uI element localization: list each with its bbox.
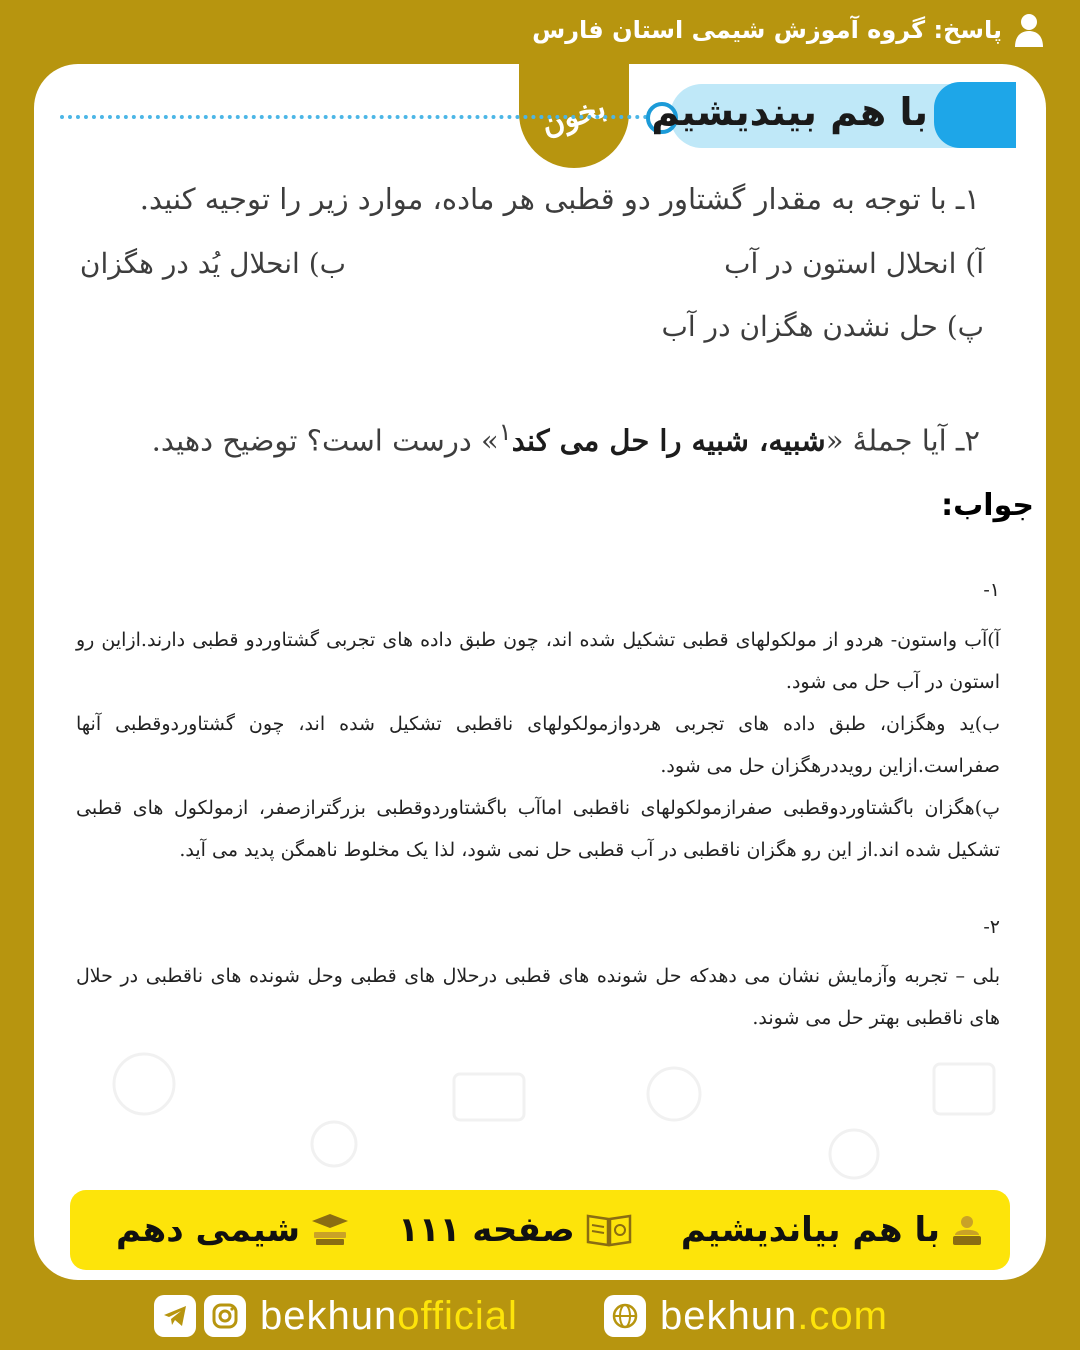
answer-number-1: ۱- (983, 579, 1000, 601)
answer-2: بلی – تجربه وآزمایش نشان می دهدکه حل شونده های قطبی درحلال های قطبی وحل شونده های ناقطبی در حلال های ناقطبی بهتر حل می شوند. (76, 965, 1001, 1029)
website-link[interactable] (604, 1290, 888, 1342)
question-2 (152, 418, 980, 458)
section-title: با هم بیندیشیم (651, 90, 928, 134)
footer-section-label: با هم بیاندیشیم (680, 1210, 940, 1250)
logo-text: بخون (537, 89, 611, 143)
title-dotted-line (60, 115, 672, 119)
telegram-icon[interactable] (154, 1295, 196, 1337)
handle-accent: official (397, 1293, 518, 1338)
instagram-icon[interactable] (204, 1295, 246, 1337)
answer-number-2: ۲- (983, 916, 1000, 938)
answer-1-part-a: آ)آب واستون- هردو از مولکولهای قطبی تشکیل شده اند، چون طبق داده های تجربی گشتاوردو قطبی دارند.ازاین رو استون در آب حل می شود. (76, 629, 1000, 693)
credit-text: پاسخ: گروه آموزش شیمی استان فارس (532, 16, 1002, 44)
question-2-suffix: » درست است؟ توضیح دهید. (151, 423, 499, 458)
user-icon (1014, 13, 1044, 47)
answer-heading: جواب: (941, 488, 1034, 523)
globe-icon[interactable] (604, 1295, 646, 1337)
content-card (34, 64, 1046, 1280)
question-2-prefix: ۲ـ آیا جملهٔ « (825, 423, 980, 458)
footer-section (681, 1210, 984, 1250)
header-credit-bar (532, 8, 1044, 52)
footer-page (398, 1210, 633, 1250)
question-1-part-a: آ) انحلال استون در آب (724, 247, 984, 280)
footer-info-bar (70, 1190, 1010, 1270)
question-1-part-b: ب) انحلال یُد در هگزان (79, 247, 346, 280)
social-handle[interactable] (154, 1290, 518, 1342)
website-text[interactable] (660, 1294, 888, 1339)
section-title-tab (934, 82, 1016, 148)
open-book-icon (585, 1212, 633, 1248)
site-accent: .com (797, 1293, 888, 1338)
answer-1-part-b: ب)ید وهگزان، طبق داده های تجربی هردوازمولکولهای ناقطبی تشکیل شده اند، چون گشتاوردوقطبی آنها صفراست.ازاین رویددرهگزان حل می شود. (76, 713, 1000, 777)
question-2-quote: شبیه، شبیه را حل می کند (511, 423, 826, 458)
footer-book-label: شیمی دهم (116, 1210, 301, 1250)
question-1: ۱ـ با توجه به مقدار گشتاور دو قطبی هر ماده، موارد زیر را توجیه کنید. (139, 182, 980, 216)
answer-1-part-p: پ)هگزان باگشتاوردوقطبی صفرازمولکولهای ناقطبی اماآب باگشتاوردوقطبی بزرگترازصفر، ازمولکول های قطبی تشکیل شده اند.از این رو هگزان ناقطبی در آب قطبی حل نمی شود، لذا یک مخلوط ناهمگن پدید می آید. (76, 797, 1000, 861)
footer-page-label: صفحه ۱۱۱ (398, 1210, 575, 1250)
footer-book (116, 1210, 350, 1250)
social-handle-text[interactable] (260, 1294, 518, 1339)
handle-main: bekhun (260, 1293, 398, 1338)
site-main: bekhun (660, 1293, 798, 1338)
teacher-icon (950, 1213, 984, 1247)
question-1-part-p: پ) حل نشدن هگزان در آب (661, 310, 984, 343)
graduation-books-icon (310, 1212, 350, 1248)
question-2-footnote: ۱ (498, 418, 512, 446)
